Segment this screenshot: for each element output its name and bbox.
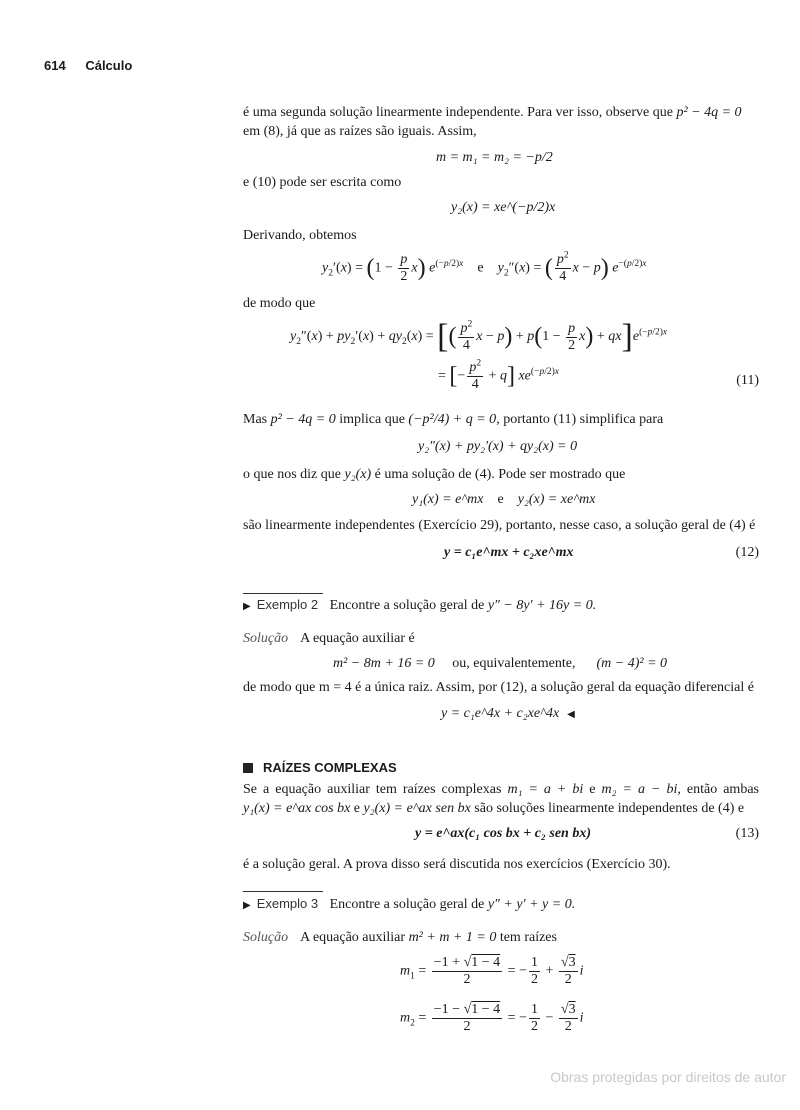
example-2-solution: Solução A equação auxiliar é [243,631,415,646]
paragraph-line: e (10) pode ser escrita como [243,175,402,190]
triangle-right-icon: ▶ [243,601,251,612]
triangle-right-icon: ▶ [243,900,251,911]
paragraph-line: y₁(x) = e^ax cos bx e y₂(x) = e^ax sen bx são soluções linearmente independentes de (4) e [243,801,745,816]
paragraph-line: é a solução geral. A prova disso será discutida nos exercícios (Exercício 30). [243,857,671,872]
paragraph-line: é uma segunda solução linearmente independente. Para ver isso, observe que p² − 4q = 0 [243,105,742,120]
equation-number-13: (13) [735,826,759,841]
paragraph-line: de modo que m = 4 é a única raiz. Assim, por (12), a solução geral da equação diferencial é [243,680,754,695]
paragraph-line: Se a equação auxiliar tem raízes complexas m₁ = a + bi e m₂ = a − bi, então ambas [243,782,759,797]
equation-number-11: (11) [736,373,759,388]
example-2-general-solution: y = c₁e^4x + c₂xe^4x ◀ [441,706,575,721]
paragraph-line: o que nos diz que y₂(x) é uma solução de (4). Pode ser mostrado que [243,467,626,482]
paragraph-line: em (8), já que as raízes são iguais. Assim, [243,124,477,139]
example-3-header: ▶ Exemplo 3 Encontre a solução geral de y″ + y′ + y = 0. [243,896,576,912]
paragraph-line: são linearmente independentes (Exercício 29), portanto, nesse caso, a solução geral de (4) é [243,518,756,533]
root-m2: $m_2$ = $\frac{-1 - √1 - 4}{2}$ = − $\frac{1}{2}$ − $\frac{√3}{2}$ i [400,1002,584,1034]
section-heading: RAÍZES COMPLEXAS [243,760,397,775]
equation-derivatives: $y_2'(x) = (1$ − $\frac{p}{2}$ x) $e^{(-p/2)x}$ e $y_2''(x)$ = ( $\frac{p^2}{4}$ x − p) $e^{-(p/2)x}$ [322,250,647,284]
paragraph-line: Derivando, obtemos [243,228,357,243]
example-rule [243,593,323,594]
equation-11-line2: = [− $\frac{p^2}{4}$ + q] $xe^{(-p/2)x}$ [438,358,559,392]
example-2-aux-equation: m² − 8m + 16 = 0 ou, equivalentemente, (m − 4)² = 0 [333,656,668,671]
square-bullet-icon [243,763,253,773]
book-title: Cálculo [85,58,133,73]
equation-simplified: y₂″(x) + py₂′(x) + qy₂(x) = 0 [418,439,578,454]
example-2-header: ▶ Exemplo 2 Encontre a solução geral de y″ − 8y′ + 16y = 0. [243,597,597,613]
equation-y2: y₂(x) = xe^(−p/2)x [451,200,556,215]
end-of-example-icon: ◀ [567,709,575,720]
equation-m: m = m₁ = m₂ = −p/2 [436,150,553,165]
example-3-solution: Solução A equação auxiliar m² + m + 1 = 0 tem raízes [243,930,557,945]
equation-11-line1: $y_2''(x) + py_2'(x) + qy_2(x)$ = [( $\frac{p^2}{4}$ x − p) + p(1 − $\frac{p}{2}$ $x) + qx]e^{(-p/2)x}$ [290,318,668,355]
root-m1: $m_1$ = $\frac{-1 + √1 - 4}{2}$ = − $\frac{1}{2}$ + $\frac{√3}{2}$ i [400,955,584,987]
running-header [44,58,132,73]
equation-pair: y₁(x) = e^mx e y₂(x) = xe^mx [412,492,596,507]
page-number: 614 [44,58,66,73]
example-rule [243,891,323,892]
equation-number-12: (12) [735,545,759,560]
paragraph-line: Mas p² − 4q = 0 implica que (−p²/4) + q = 0, portanto (11) simplifica para [243,412,664,427]
equation-13: y = e^ax(c₁ cos bx + c₂ sen bx) [415,826,591,841]
paragraph-line: de modo que [243,296,316,311]
watermark: Obras protegidas por direitos de autor [550,1069,786,1085]
inline-equation: p² − 4q = 0 [676,105,742,120]
equation-12: y = c₁e^mx + c₂xe^mx [444,545,574,560]
